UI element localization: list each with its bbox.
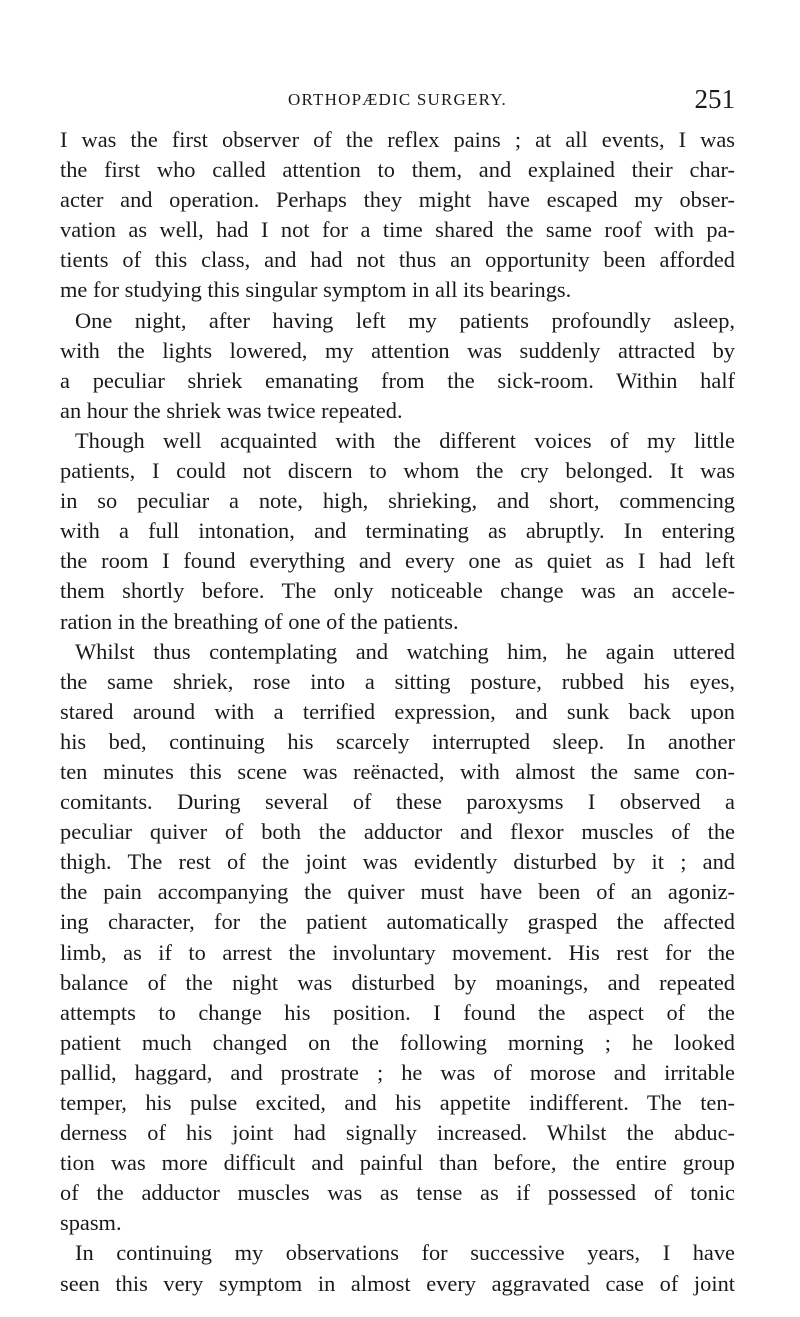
text-line: the pain accompanying the quiver must have been of an agoniz- <box>60 879 735 905</box>
text-line: me for studying this singular symptom in all its bearings. <box>60 277 572 303</box>
text-line: derness of his joint had signally increased. Whilst the abduc- <box>60 1120 735 1146</box>
text-line: the same shriek, rose into a sitting posture, rubbed his eyes, <box>60 668 735 694</box>
page-number: 251 <box>694 84 735 114</box>
text-line: Whilst thus contemplating and watching him, he again uttered <box>75 638 735 664</box>
text-line: his bed, continuing his scarcely interrupted sleep. In another <box>60 728 735 754</box>
text-line: the room I found everything and every one as quiet as I had left <box>60 548 735 574</box>
text-line: spasm. <box>60 1210 122 1236</box>
text-line: comitants. During several of these paroxysms I observed a <box>60 789 735 815</box>
text-line: of the adductor muscles was as tense as if possessed of tonic <box>60 1180 735 1206</box>
text-line: with a full intonation, and terminating as abruptly. In entering <box>60 518 735 544</box>
text-line: patient much changed on the following morning ; he looked <box>60 1029 735 1055</box>
text-line: with the lights lowered, my attention was suddenly attracted by <box>60 337 735 363</box>
text-line: ration in the breathing of one of the patients. <box>60 608 459 634</box>
text-line: One night, after having left my patients profoundly asleep, <box>75 307 735 333</box>
text-line: peculiar quiver of both the adductor and flexor muscles of the <box>60 819 735 845</box>
text-line: the first who called attention to them, and explained their char- <box>60 157 735 183</box>
text-line: patients, I could not discern to whom the cry belonged. It was <box>60 458 735 484</box>
text-line: balance of the night was disturbed by moanings, and repeated <box>60 969 735 995</box>
text-line: thigh. The rest of the joint was evidently disturbed by it ; and <box>60 849 735 875</box>
text-line: ing character, for the patient automatically grasped the affected <box>60 909 735 935</box>
text-line: tion was more difficult and painful than before, the entire group <box>60 1150 735 1176</box>
text-line: them shortly before. The only noticeable change was an accele- <box>60 578 735 604</box>
text-line: ten minutes this scene was reënacted, with almost the same con- <box>60 758 735 784</box>
text-line: tients of this class, and had not thus an opportunity been afforded <box>60 247 735 273</box>
text-line: temper, his pulse excited, and his appetite indifferent. The ten- <box>60 1090 735 1115</box>
text-line: acter and operation. Perhaps they might have escaped my obser- <box>60 187 735 213</box>
text-line: a peculiar shriek emanating from the sick-room. Within half <box>60 367 735 393</box>
running-title: ORTHOPÆDIC SURGERY. <box>288 90 507 109</box>
text-line: vation as well, had I not for a time shared the same roof with pa- <box>60 217 735 243</box>
text-line: an hour the shriek was twice repeated. <box>60 397 403 423</box>
text-line: seen this very symptom in almost every aggravated case of joint <box>60 1270 735 1296</box>
text-line: I was the first observer of the reflex pains ; at all events, I was <box>60 127 735 152</box>
text-line: pallid, haggard, and prostrate ; he was of morose and irritable <box>60 1059 735 1085</box>
text-line: stared around with a terrified expression, and sunk back upon <box>60 698 735 724</box>
body-text <box>60 125 735 1299</box>
text-line: In continuing my observations for successive years, I have <box>75 1240 735 1266</box>
running-head <box>60 84 735 124</box>
text-line: attempts to change his position. I found the aspect of the <box>60 999 735 1025</box>
text-line: Though well acquainted with the different voices of my little <box>75 427 735 453</box>
text-line: limb, as if to arrest the involuntary movement. His rest for the <box>60 939 735 965</box>
text-line: in so peculiar a note, high, shrieking, and short, commencing <box>60 488 735 514</box>
